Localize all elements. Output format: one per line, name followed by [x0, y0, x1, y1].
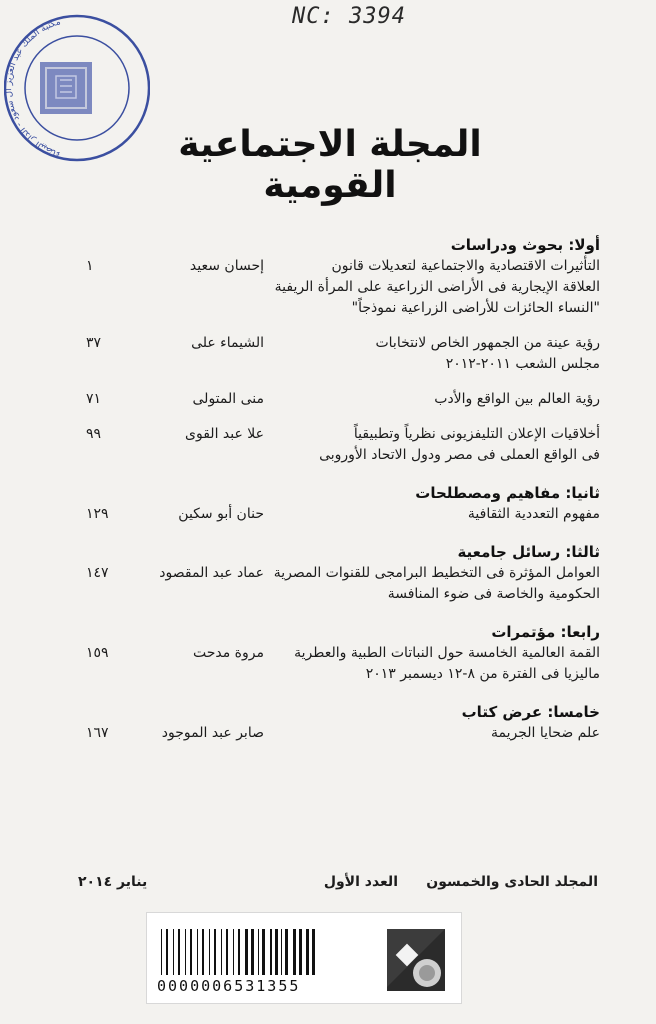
entry-author: مروة مدحت — [192, 645, 264, 661]
barcode-bar — [281, 929, 282, 975]
entry-title-line: العلاقة الإيجارية فى الأراضى الزراعية على المرأة الريفية — [274, 279, 600, 295]
entry-page-number: ١٦٧ — [86, 725, 109, 741]
barcode-bar — [258, 929, 259, 975]
toc-section — [80, 701, 600, 744]
entry-title — [264, 723, 600, 744]
barcode-bar — [197, 929, 198, 975]
barcode-bar — [221, 929, 222, 975]
barcode-bar — [233, 929, 234, 975]
section-heading: أولا: بحوث ودراسات — [450, 236, 600, 254]
barcode-label — [146, 912, 462, 1004]
toc-section — [80, 482, 600, 525]
entry-title — [264, 504, 600, 525]
toc-entry — [80, 563, 600, 605]
toc-section — [80, 541, 600, 605]
entry-page-number: ٧١ — [86, 391, 102, 407]
barcode-bars — [159, 929, 379, 975]
entry-author: منى المتولى — [192, 391, 264, 407]
barcode-bar — [262, 929, 265, 975]
barcode-bar — [251, 929, 254, 975]
entry-author: صابر عبد الموجود — [161, 725, 264, 741]
entry-title-line: التأثيرات الاقتصادية والاجتماعية لتعديلات قانون — [331, 258, 600, 274]
section-heading: خامسا: عرض كتاب — [461, 703, 600, 721]
entry-title-line: ماليزيا فى الفترة من ٨-١٢ ديسمبر ٢٠١٣ — [365, 666, 600, 682]
entry-title-line: مجلس الشعب ٢٠١١-٢٠١٢ — [445, 356, 600, 372]
toc-entry — [80, 256, 600, 319]
barcode-bar — [202, 929, 204, 975]
barcode-bar — [238, 929, 240, 975]
entry-title — [264, 563, 600, 605]
issue-date: يناير ٢٠١٤ — [78, 874, 148, 890]
barcode-bar — [285, 929, 288, 975]
entry-author: عماد عبد المقصود — [159, 565, 264, 581]
barcode-bar — [306, 929, 309, 975]
toc-entry — [80, 504, 600, 525]
toc-section — [80, 621, 600, 685]
section-heading: ثالثا: رسائل جامعية — [457, 543, 600, 561]
barcode-bar — [166, 929, 168, 975]
toc-section — [80, 234, 600, 466]
barcode-bar — [178, 929, 180, 975]
entry-title-line: القمة العالمية الخامسة حول النباتات الطبية والعطرية — [294, 645, 600, 661]
entry-title-line: فى الواقع العملى فى مصر ودول الاتحاد الأوروبى — [319, 447, 600, 463]
barcode-bar — [245, 929, 248, 975]
entry-author: الشيماء على — [191, 335, 264, 351]
barcode-bar — [173, 929, 174, 975]
entry-title-line: رؤية عينة من الجمهور الخاص لانتخابات — [375, 335, 600, 351]
entry-title — [264, 643, 600, 685]
journal-title: المجلة الاجتماعية القومية — [178, 124, 482, 206]
barcode-bar — [226, 929, 228, 975]
publisher-logo-icon — [383, 925, 449, 995]
entry-author: حنان أبو سكين — [178, 506, 264, 522]
entry-title — [264, 424, 600, 466]
entry-page-number: ١ — [86, 258, 94, 274]
barcode-bar — [299, 929, 302, 975]
volume-label: المجلد الحادى والخمسون — [426, 874, 598, 890]
toc-entry — [80, 643, 600, 685]
barcode-bar — [190, 929, 192, 975]
section-heading: رابعا: مؤتمرات — [491, 623, 600, 641]
barcode-bar — [312, 929, 315, 975]
issue-label: العدد الأول — [323, 874, 398, 890]
toc-entry — [80, 333, 600, 375]
barcode-bar — [214, 929, 216, 975]
entry-page-number: ٣٧ — [86, 335, 102, 351]
entry-title-line: الحكومية والخاصة فى ضوء المنافسة — [387, 586, 600, 602]
table-of-contents — [80, 234, 600, 760]
entry-title-line: العوامل المؤثرة فى التخطيط البرامجى للقنوات المصرية — [273, 565, 600, 581]
entry-title-line: "النساء الحائزات للأراضى الزراعية نموذجاً" — [351, 300, 600, 316]
entry-title — [264, 256, 600, 319]
entry-title — [264, 333, 600, 375]
barcode-bar — [293, 929, 296, 975]
entry-title-line: رؤية العالم بين الواقع والأدب — [434, 391, 600, 407]
barcode-bar — [161, 929, 162, 975]
barcode-bar — [275, 929, 278, 975]
entry-title-line: علم ضحايا الجريمة — [491, 725, 600, 741]
section-heading: ثانيا: مفاهيم ومصطلحات — [415, 484, 600, 502]
barcode-bar — [270, 929, 272, 975]
entry-author: علا عبد القوى — [185, 426, 264, 442]
entry-author: إحسان سعيد — [189, 258, 264, 274]
accession-number: NC: 3394 — [292, 4, 406, 29]
toc-entry — [80, 389, 600, 410]
entry-title-line: أخلاقيات الإعلان التليفزيونى نظرياً وتطبيقياً — [353, 426, 600, 442]
entry-title — [264, 389, 600, 410]
entry-page-number: ١٤٧ — [86, 565, 109, 581]
toc-entry — [80, 424, 600, 466]
barcode-bar — [185, 929, 186, 975]
stamp-text-path: مكتبة الملك عبد العزيز آل سعود - الدار البيضاء — [4, 17, 62, 159]
entry-page-number: ٩٩ — [86, 426, 102, 442]
toc-entry — [80, 723, 600, 744]
entry-page-number: ١٢٩ — [86, 506, 109, 522]
barcode-number: 0000006531355 — [157, 977, 301, 995]
entry-title-line: مفهوم التعددية الثقافية — [467, 506, 600, 522]
barcode-bar — [209, 929, 210, 975]
entry-page-number: ١٥٩ — [86, 645, 109, 661]
issue-footer — [78, 874, 598, 898]
